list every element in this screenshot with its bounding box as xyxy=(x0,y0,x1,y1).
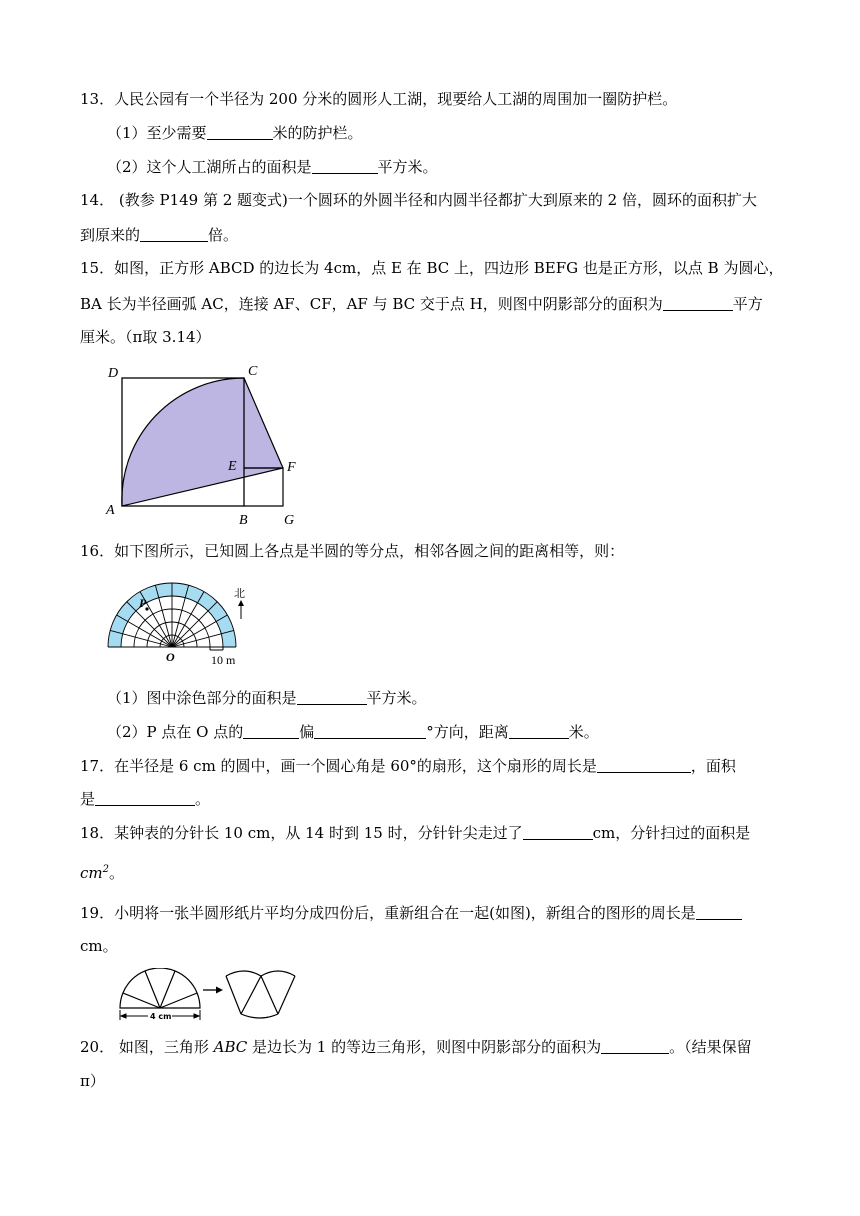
q15-label-b: B xyxy=(239,513,248,528)
q13-part2-suffix: 平方米。 xyxy=(377,158,438,176)
q18-unit-exponent: 2 xyxy=(102,864,109,875)
q16-part1-suffix: 平方米。 xyxy=(366,689,427,707)
q19-figure xyxy=(112,968,307,1026)
q13-part2 xyxy=(107,157,807,177)
q14-line1: 14． (教参 P149 第 2 题变式)一个圆环的外圆半径和内圆半径都扩大到原来的 2 倍，圆环的面积扩大 xyxy=(80,191,757,209)
q15-line2-prefix: BA 长为半径画弧 AC，连接 AF、CF，AF 与 BC 交于点 H，则图中阴影部分的面积为 xyxy=(80,295,663,313)
q19-line1-prefix: 19．小明将一张半圆形纸片平均分成四份后，重新组合在一起(如图)，新组合的图形的周长是 xyxy=(80,904,696,922)
q19-rearranged-shape xyxy=(226,971,295,1018)
q19-semicircle xyxy=(120,968,200,1008)
q18-line2 xyxy=(80,860,780,883)
q15-line3: 厘米。（π取 3.14） xyxy=(80,328,211,346)
q16-part2-text-c: °方向，距离 xyxy=(426,723,509,741)
q16-scale-label: 10 m xyxy=(211,653,236,667)
q15-label-e: E xyxy=(228,459,237,474)
q13-part1-blank[interactable] xyxy=(207,124,273,140)
q16-stem: 16．如下图所示，已知圆上各点是半圆的等分点，相邻各圆之间的距离相等，则： xyxy=(80,542,625,560)
q16-semicircle-figure xyxy=(100,575,260,670)
q16-part2-text-d: 米。 xyxy=(568,723,599,741)
q19-line2: cm。 xyxy=(80,937,118,955)
q15-blank[interactable] xyxy=(663,295,733,311)
q15-line2 xyxy=(80,294,780,314)
q16-part1-prefix: （1）图中涂色部分的面积是 xyxy=(107,689,297,707)
q18-line1-prefix: 18．某钟表的分针长 10 cm，从 14 时到 15 时，分针针尖走过了 xyxy=(80,824,523,842)
q13-part1-suffix: 米的防护栏。 xyxy=(272,124,363,142)
q15-label-g: G xyxy=(284,513,295,528)
q13-part2-prefix: （2）这个人工湖所占的面积是 xyxy=(107,158,312,176)
q16-part2-text-a: （2）P 点在 O 点的 xyxy=(107,723,244,741)
q20-line1-text-b: 是边长为 1 的等边三角形，则图中阴影部分的面积为 xyxy=(247,1038,602,1056)
q17-line2 xyxy=(80,789,780,809)
q19-blank[interactable] xyxy=(696,904,742,920)
q17-line1 xyxy=(80,756,780,776)
q16-label-o: O xyxy=(166,650,175,664)
q17-line1-suffix: ，面积 xyxy=(690,757,736,775)
q20-blank[interactable] xyxy=(601,1038,669,1054)
q19-line1 xyxy=(80,903,780,923)
q15-line2-suffix: 平方 xyxy=(732,295,763,313)
q13-part1 xyxy=(107,123,807,143)
q20-line1-text-c: 。（结果保留 xyxy=(669,1038,752,1056)
q16-part2 xyxy=(107,722,807,742)
q16-north-label: 北 xyxy=(234,587,245,600)
q13-part2-blank[interactable] xyxy=(312,158,378,174)
q17-line2-suffix: 。 xyxy=(195,790,211,808)
q20-triangle-name: ABC xyxy=(213,1038,248,1056)
q14-blank[interactable] xyxy=(140,226,208,242)
q15-line1: 15．如图，正方形 ABCD 的边长为 4cm，点 E 在 BC 上，四边形 BEFG 也是正方形，以点 B 为圆心， xyxy=(80,259,784,277)
q15-square-figure xyxy=(100,360,310,528)
q17-line2-prefix: 是 xyxy=(80,790,96,808)
q20-line1 xyxy=(80,1037,780,1057)
q20-line1-text-a: 20． 如图，三角形 xyxy=(80,1038,214,1056)
q15-label-c: C xyxy=(248,364,258,379)
q18-end: 。 xyxy=(109,864,125,882)
q19-dimension-label: 4 cm xyxy=(150,1012,172,1021)
q17-perimeter-blank[interactable] xyxy=(597,757,691,773)
q15-label-a: A xyxy=(106,503,115,518)
q14-line2-prefix: 到原来的 xyxy=(80,226,141,244)
q18-unit: cm xyxy=(80,864,103,882)
q16-part2-text-b: 偏 xyxy=(299,723,315,741)
q18-line1-suffix: cm，分针扫过的面积是 xyxy=(592,824,751,842)
q18-line1 xyxy=(80,823,780,843)
q16-direction-blank-1[interactable] xyxy=(243,723,299,739)
q16-angle-blank[interactable] xyxy=(314,723,426,739)
q13-stem: 13．人民公园有一个半径为 200 分米的圆形人工湖，现要给人工湖的周围加一圈防护栏。 xyxy=(80,90,678,108)
q13-part1-prefix: （1）至少需要 xyxy=(107,124,207,142)
q20-line2: π） xyxy=(80,1072,105,1090)
q17-line1-prefix: 17．在半径是 6 cm 的圆中，画一个圆心角是 60°的扇形，这个扇形的周长是 xyxy=(80,757,597,775)
q15-label-f: F xyxy=(287,460,296,475)
q15-shaded-region xyxy=(122,378,283,506)
north-arrow-icon xyxy=(238,600,244,619)
q16-label-p: P xyxy=(139,596,147,610)
q14-line2-suffix: 倍。 xyxy=(208,226,239,244)
arrow-right-icon xyxy=(203,987,223,994)
q16-distance-blank[interactable] xyxy=(509,723,569,739)
q18-distance-blank[interactable] xyxy=(523,824,593,840)
q17-area-blank[interactable] xyxy=(95,790,195,806)
q16-part1-blank[interactable] xyxy=(297,689,367,705)
q14-line2 xyxy=(80,225,780,245)
q16-part1 xyxy=(107,688,807,708)
q15-label-d: D xyxy=(108,366,119,381)
